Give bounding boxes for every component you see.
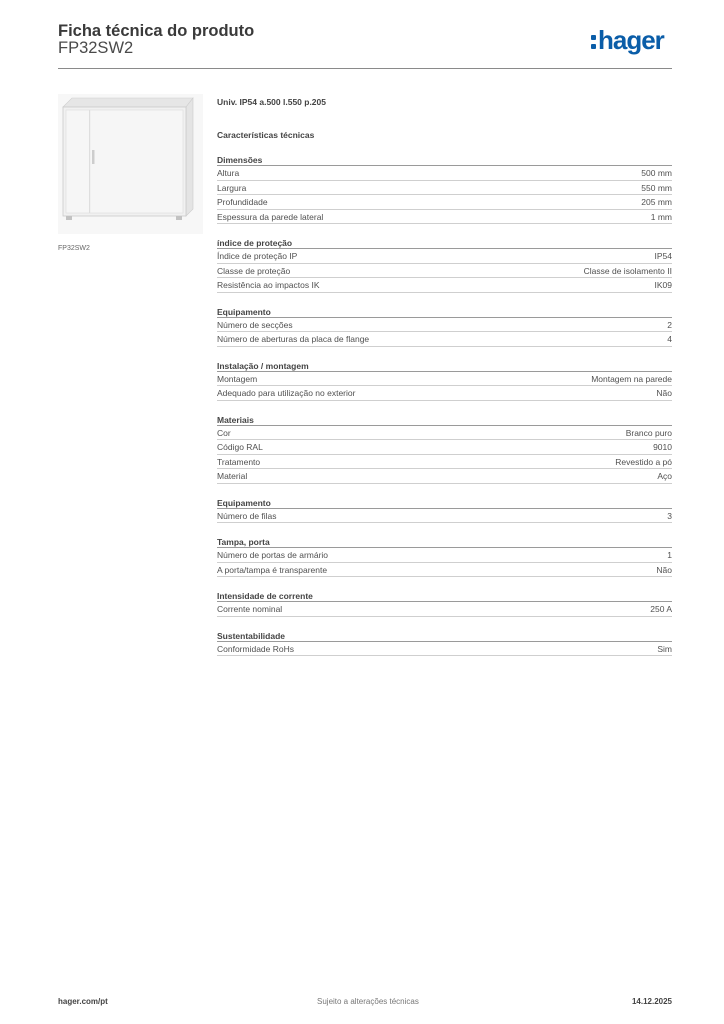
spec-value: Branco puro [625,427,672,438]
spec-row [217,195,672,210]
spec-row [217,440,672,455]
footer-website: hager.com/pt [58,997,108,1006]
spec-value: 9010 [653,442,672,452]
spec-label: Número de portas de armário [217,550,329,560]
spec-label: Conformidade RoHs [217,643,295,654]
spec-label: Resistência ao impactos IK [217,280,320,290]
spec-row [217,332,672,347]
spec-value: Não [656,564,672,575]
spec-label: Profundidade [217,197,268,207]
enclosure-cabinet-image [58,94,203,234]
enclosure-cabinet-icon [58,94,203,234]
spec-label: Altura [217,168,240,178]
header-divider [58,68,672,69]
spec-label: Montagem [217,373,258,384]
spec-value: Revestido a pó [615,456,672,467]
spec-section [217,360,672,401]
spec-row [217,509,672,524]
spec-section [217,306,672,347]
image-caption: FP32SW2 [58,245,90,252]
section-title: índice de proteção [217,237,672,249]
spec-section [217,536,672,577]
spec-label: Código RAL [217,442,263,452]
spec-label: Adequado para utilização no exterior [217,388,356,398]
spec-row [217,426,672,441]
footer-notice: Sujeito a alterações técnicas [317,997,419,1006]
spec-label: Índice de proteção IP [217,251,298,261]
spec-section [217,497,672,524]
spec-label: Número de filas [217,510,277,521]
section-title: Dimensões [217,154,672,166]
spec-row [217,210,672,225]
spec-row [217,181,672,196]
spec-value: 205 mm [641,197,672,207]
spec-label: Número de aberturas da placa de flange [217,334,370,344]
spec-label: Largura [217,182,247,193]
spec-row [217,318,672,333]
spec-value: IK09 [654,280,672,290]
spec-value: 1 mm [650,211,672,222]
spec-row [217,602,672,617]
logo-text: hager [598,25,664,55]
spec-label: Material [217,471,248,481]
spec-label: A porta/tampa é transparente [217,564,328,575]
spec-value: IP54 [654,251,672,261]
product-code: FP32SW2 [58,39,134,57]
spec-value: 4 [667,334,672,344]
spec-section [217,590,672,617]
spec-row [217,264,672,279]
spec-label: Número de secções [217,319,293,330]
section-title: Instalação / montagem [217,360,672,372]
section-title: Sustentabilidade [217,630,672,642]
spec-label: Espessura da parede lateral [217,211,324,222]
specs-column [217,96,672,656]
spec-value: 500 mm [641,168,672,178]
page-title: Ficha técnica do produto [58,22,255,40]
spec-section [217,414,672,484]
spec-row [217,278,672,293]
footer-date: 14.12.2025 [631,997,672,1006]
spec-row [217,455,672,470]
spec-row [217,563,672,578]
spec-value: Montagem na parede [591,373,672,384]
spec-value: Sim [657,643,672,654]
spec-row [217,166,672,181]
spec-value: Não [656,388,672,398]
section-title: Materiais [217,414,672,426]
spec-section [217,237,672,293]
spec-label: Classe de proteção [217,265,291,276]
spec-row [217,249,672,264]
specs-heading: Características técnicas [217,130,315,140]
section-title: Equipamento [217,497,672,509]
spec-row [217,386,672,401]
spec-value: Classe de isolamento II [583,265,672,276]
product-description: Univ. IP54 a.500 l.550 p.205 [217,97,326,107]
spec-sections [217,154,672,656]
spec-value: 3 [667,510,672,521]
spec-label: Tratamento [217,456,261,467]
spec-section [217,154,672,224]
spec-row [217,548,672,563]
spec-label: Corrente nominal [217,604,283,614]
hager-logo [591,26,681,56]
logo-dots-icon [591,35,598,52]
section-title: Intensidade de corrente [217,590,672,602]
section-title: Equipamento [217,306,672,318]
spec-section [217,630,672,657]
spec-value: 550 mm [641,182,672,193]
spec-row [217,642,672,657]
spec-value: 250 A [650,604,672,614]
section-title: Tampa, porta [217,536,672,548]
spec-value: Aço [657,471,672,481]
spec-value: 2 [667,319,672,330]
spec-label: Cor [217,427,231,438]
spec-row [217,372,672,387]
spec-value: 1 [667,550,672,560]
spec-row [217,469,672,484]
